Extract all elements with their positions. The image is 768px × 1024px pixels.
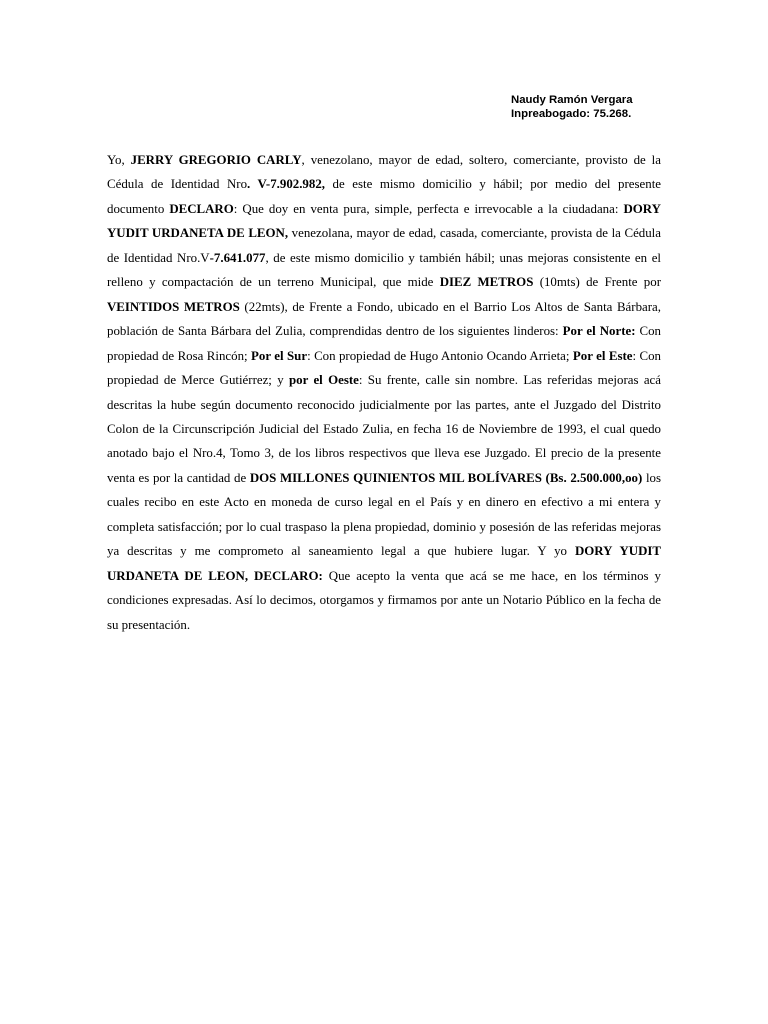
body-bold-segment: Por el Este [572, 348, 633, 363]
body-text-segment: los cuales recibo en este Acto en moneda de curso legal en el País y en dinero en efectivo a mi entera y completa satisfacción; por lo cual traspaso la plena propiedad, dominio y posesión de las referidas mejoras ya descritas y me comprometo al saneamiento legal a que hubiere lugar. Y yo [107, 470, 661, 559]
body-bold-segment: . V-7.902.982, [247, 177, 325, 192]
body-bold-segment: DOS MILLONES QUINIENTOS MIL BOLÍVARES (Bs. 2.500.000,oo) [249, 470, 643, 485]
body-text-segment: Yo, [107, 153, 131, 167]
body-text-segment: (10mts) de Frente por [533, 275, 661, 290]
document-body [107, 148, 661, 637]
body-bold-segment: -7.641.077 [209, 250, 266, 265]
body-text-segment: : Que doy en venta pura, simple, perfecta e irrevocable a la ciudadana: [233, 201, 624, 216]
body-bold-segment: DORY YUDIT URDANETA DE LEON, [107, 201, 661, 241]
body-text-segment: de este mismo domicilio y hábil; por medio del presente documento [107, 177, 661, 216]
body-bold-segment: DIEZ METROS [439, 275, 534, 290]
body-text-segment: Que acepto la venta que acá se me hace, en los términos y condiciones expresadas. Así lo decimos, otorgamos y firmamos por ante un Notario Público en la fecha de su presentación. [107, 568, 661, 632]
body-bold-segment: Por el Norte: [562, 324, 636, 339]
body-text-segment: Con propiedad de Rosa Rincón; [107, 324, 661, 363]
body-bold-segment: VEINTIDOS METROS [107, 299, 240, 314]
body-text-segment: : Con propiedad de Hugo Antonio Ocando Arrieta; [307, 348, 573, 363]
lawyer-header [511, 93, 633, 121]
body-text-segment: venezolana, mayor de edad, casada, comerciante, provista de la Cédula de Identidad Nro.V [107, 226, 661, 265]
body-bold-segment: por el Oeste [289, 373, 359, 388]
body-text-segment: , venezolano, mayor de edad, soltero, comerciante, provisto de la Cédula de Identidad Nro [107, 153, 661, 192]
body-text-segment: , de este mismo domicilio y también hábil; unas mejoras consistente en el relleno y compactación de un terreno Municipal, que mide [107, 250, 661, 290]
body-text-segment: (22mts), de Frente a Fondo, ubicado en el Barrio Los Altos de Santa Bárbara, población de Santa Bárbara del Zulia, comprendidas dentro de los siguientes linderos: [107, 299, 661, 339]
lawyer-name: Naudy Ramón Vergara [511, 94, 633, 106]
body-bold-segment: DECLARO [169, 201, 234, 216]
body-text-segment: : Con propiedad de Merce Gutiérrez; y [107, 348, 661, 388]
body-bold-segment: Por el Sur [251, 348, 308, 363]
lawyer-inpreabogado: Inpreabogado: 75.268. [511, 108, 632, 120]
body-bold-segment: JERRY GREGORIO CARLY [130, 153, 302, 167]
body-text-segment: : Su frente, calle sin nombre. Las referidas mejoras acá descritas la hube según documento reconocido judicialmente por las partes, ante el Juzgado del Distrito Colon de la Circunscripción Judicial del Estado Zulia, en fecha 16 de Noviembre de 1993, el cual quedo anotado bajo el Nro.4, Tomo 3, de los libros respectivos que lleva ese Juzgado. El precio de la presente venta es por la cantidad de [107, 373, 661, 485]
body-bold-segment: DORY YUDIT URDANETA DE LEON, DECLARO: [107, 544, 661, 583]
